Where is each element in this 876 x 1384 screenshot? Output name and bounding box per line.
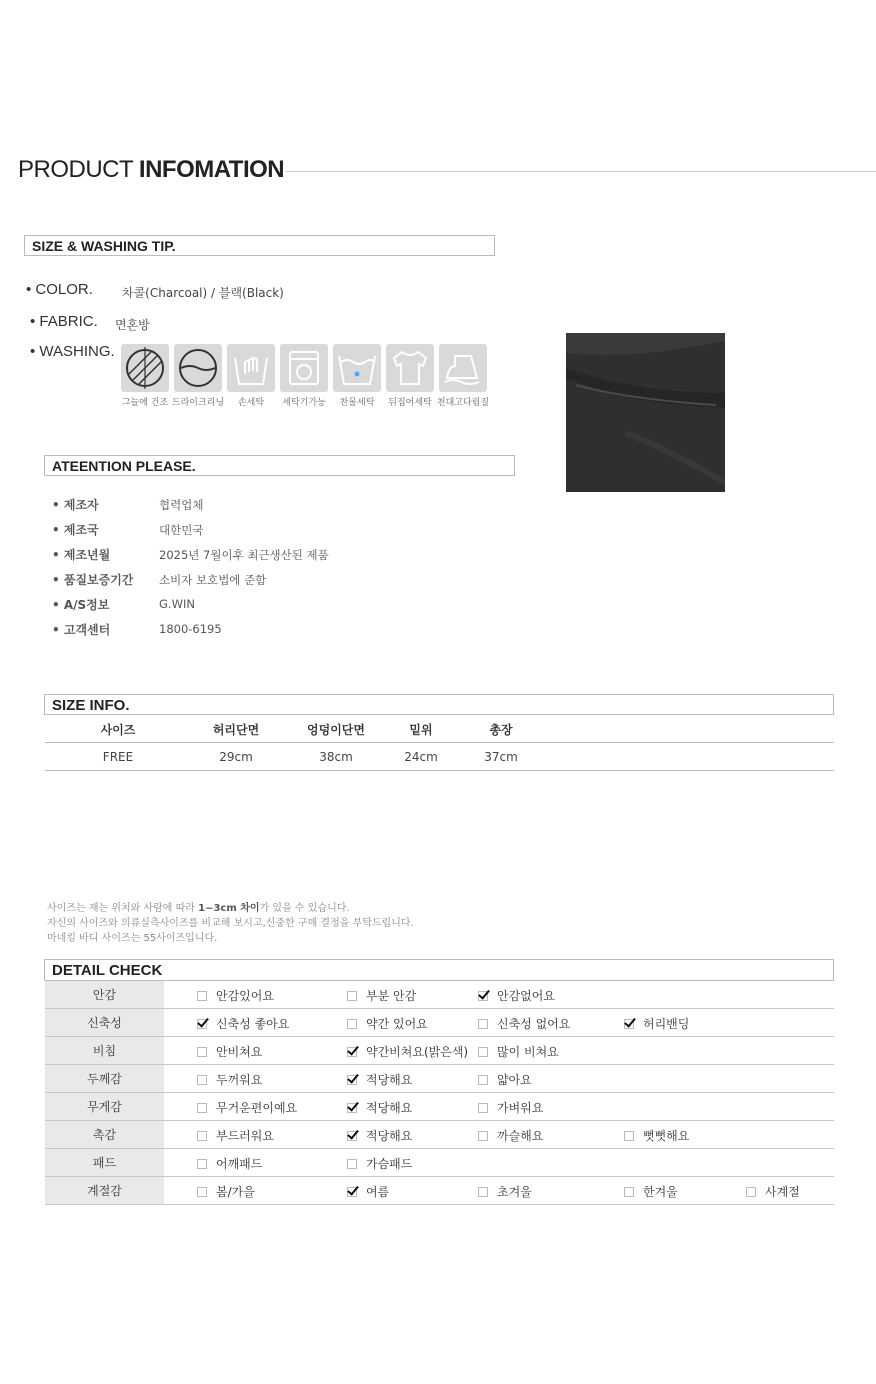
unchecked-checkbox [478,1019,488,1029]
detail-options [164,1177,834,1205]
detail-row [45,1037,834,1065]
note-text: 사이즈는 재는 위치와 사람에 따라 [47,903,199,914]
detail-row-label: 비침 [45,1037,164,1065]
fabric-label: • FABRIC. [30,313,98,330]
unchecked-checkbox [347,991,357,1001]
detail-row [45,1177,834,1205]
cold-wash-icon [333,344,381,392]
detail-option [347,1043,468,1060]
attention-heading: ATEENTION PLEASE. [44,455,515,476]
detail-option-label: 얇아요 [497,1073,532,1087]
washing-label: • WASHING. [30,343,115,360]
detail-option [347,1183,389,1200]
detail-option [624,1183,678,1200]
color-value: 차콜(Charcoal) / 블랙(Black) [122,286,284,300]
detail-option-label: 까슬해요 [497,1129,544,1143]
title-light: PRODUCT [18,156,133,183]
detail-option [197,1015,289,1032]
detail-option [478,1071,532,1088]
machine-wash-icon [280,344,328,392]
detail-option [347,1127,412,1144]
detail-options [164,1037,834,1065]
washing-label-7: 천대고다림질 [436,398,490,408]
detail-row-label: 패드 [45,1149,164,1177]
detail-option-label: 부분 안감 [366,989,417,1003]
detail-row [45,1093,834,1121]
size-col-header: 엉덩이단면 [281,716,391,743]
checked-checkbox [347,1131,357,1141]
size-col-header: 밑위 [391,716,451,743]
size-note-3: 마네킹 바디 사이즈는 55사이즈입니다. [47,933,218,944]
checked-checkbox [478,991,488,1001]
unchecked-checkbox [478,1103,488,1113]
unchecked-checkbox [624,1131,634,1141]
detail-option-label: 약간비쳐요(밝은색) [366,1045,469,1059]
detail-option [478,1127,543,1144]
size-cell: 29cm [191,743,281,771]
washing-label-4: 세탁기가능 [282,398,326,408]
detail-option [197,1043,262,1060]
detail-options [164,1065,834,1093]
detail-row [45,1149,834,1177]
detail-option-label: 적당해요 [366,1073,413,1087]
detail-row [45,1065,834,1093]
size-col-header: 허리단면 [191,716,281,743]
size-table [45,716,834,771]
size-note-2: 자신의 사이즈와 의류실측사이즈를 비교해 보시고,신중한 구매 결정을 부탁드립니다. [47,918,414,929]
detail-option-label: 안감있어요 [216,989,274,1003]
unchecked-checkbox [197,1103,207,1113]
detail-option [746,1183,800,1200]
detail-row-label: 두께감 [45,1065,164,1093]
inside-out-icon [386,344,434,392]
attention-value: 2025년 7월이후 최근생산된 제품 [159,548,329,562]
detail-option [197,1071,262,1088]
detail-option-label: 부드러워요 [216,1129,274,1143]
checked-checkbox [197,1019,207,1029]
washing-label-2: 드라이크리닝 [171,398,225,408]
checked-checkbox [347,1103,357,1113]
detail-options [164,1009,834,1037]
unchecked-checkbox [478,1187,488,1197]
detail-option-label: 안감없어요 [497,989,555,1003]
detail-options [164,1121,834,1149]
size-col-header: 사이즈 [45,716,191,743]
attention-value: 대한민국 [159,523,204,537]
detail-option-label: 두꺼워요 [216,1073,263,1087]
note-text: 가 있을 수 있습니다. [259,903,350,914]
checked-checkbox [624,1019,634,1029]
size-washing-heading: SIZE & WASHING TIP. [24,235,495,256]
attention-value: G.WIN [159,597,195,611]
detail-option-label: 여름 [366,1185,390,1199]
detail-option-label: 가벼워요 [497,1101,544,1115]
hand-wash-icon [227,344,275,392]
unchecked-checkbox [197,1131,207,1141]
checked-checkbox [347,1075,357,1085]
detail-option [624,1015,689,1032]
detail-option [478,1099,543,1116]
unchecked-checkbox [197,1187,207,1197]
detail-option [347,1015,428,1032]
color-label: • COLOR. [26,281,93,298]
detail-option [347,1071,412,1088]
size-table-header [45,716,834,743]
detail-option [478,1015,570,1032]
detail-option-label: 뻣뻣해요 [643,1129,690,1143]
detail-row [45,981,834,1009]
detail-row-label: 무게감 [45,1093,164,1121]
detail-option [197,987,274,1004]
attention-key: • 품질보증기간 [52,573,134,587]
title-bold: INFOMATION [138,156,285,183]
attention-key: • 제조년월 [52,548,111,562]
shade-dry-icon [121,344,169,392]
attention-value: 협력업체 [159,498,204,512]
unchecked-checkbox [197,1159,207,1169]
detail-check-heading: DETAIL CHECK [44,959,834,981]
detail-option [197,1183,255,1200]
detail-row-label: 촉감 [45,1121,164,1149]
washing-label-3: 손세탁 [237,398,265,408]
unchecked-checkbox [197,1047,207,1057]
detail-row [45,1009,834,1037]
size-cell: 38cm [281,743,391,771]
detail-options [164,981,834,1009]
detail-option-label: 초겨울 [497,1185,532,1199]
detail-option [478,1183,532,1200]
detail-option-label: 적당해요 [366,1129,413,1143]
detail-option [347,1099,412,1116]
detail-option [197,1155,262,1172]
fabric-swatch-image [566,333,725,492]
size-col-header: 총장 [451,716,551,743]
title-divider [286,171,876,172]
detail-option-label: 많이 비쳐요 [497,1045,559,1059]
size-info-heading: SIZE INFO. [44,694,834,715]
washing-label-6: 뒤집어세탁 [388,398,432,408]
detail-option-label: 어깨패드 [216,1157,263,1171]
detail-row-label: 계절감 [45,1177,164,1205]
detail-option-label: 무거운편이예요 [216,1101,298,1115]
unchecked-checkbox [478,1131,488,1141]
unchecked-checkbox [347,1019,357,1029]
size-cell-spacer [551,743,834,771]
detail-option-label: 가슴패드 [366,1157,413,1171]
attention-key: • 제조국 [52,523,99,537]
unchecked-checkbox [478,1075,488,1085]
detail-option [347,1155,412,1172]
iron-cloth-icon [439,344,487,392]
note-emphasis: 1~3cm 차이 [198,903,260,914]
fabric-value: 면혼방 [115,318,150,332]
detail-row [45,1121,834,1149]
detail-option [624,1127,689,1144]
detail-option-label: 신축성 좋아요 [216,1017,290,1031]
attention-value: 소비자 보호법에 준함 [159,573,267,587]
unchecked-checkbox [624,1187,634,1197]
detail-row-label: 신축성 [45,1009,164,1037]
detail-option-label: 약간 있어요 [366,1017,428,1031]
unchecked-checkbox [746,1187,756,1197]
detail-option-label: 적당해요 [366,1101,413,1115]
attention-key: • 고객센터 [52,623,111,637]
page-title [18,156,284,184]
size-cell: 37cm [451,743,551,771]
washing-label-1: 그늘에 건조 [121,398,169,408]
size-cell: 24cm [391,743,451,771]
attention-value: 1800-6195 [159,622,222,636]
unchecked-checkbox [478,1047,488,1057]
attention-key: • A/S정보 [52,598,110,612]
size-cell: FREE [45,743,191,771]
attention-key: • 제조자 [52,498,99,512]
detail-option [197,1127,274,1144]
dry-clean-icon [174,344,222,392]
unchecked-checkbox [347,1159,357,1169]
detail-option-label: 허리밴딩 [643,1017,690,1031]
checked-checkbox [347,1187,357,1197]
detail-option-label: 신축성 없어요 [497,1017,571,1031]
detail-options [164,1093,834,1121]
unchecked-checkbox [197,991,207,1001]
checked-checkbox [347,1047,357,1057]
detail-option-label: 사계절 [765,1185,800,1199]
table-row [45,743,834,771]
detail-options [164,1149,834,1177]
detail-check-table [45,981,834,1205]
detail-option [478,1043,559,1060]
detail-row-label: 안감 [45,981,164,1009]
detail-option-label: 한겨울 [643,1185,678,1199]
washing-label-5: 찬물세탁 [339,398,375,408]
detail-option-label: 안비쳐요 [216,1045,263,1059]
detail-option-label: 봄/가을 [216,1185,255,1199]
size-note-1 [47,899,350,914]
size-col-spacer [551,716,834,743]
detail-option [197,1099,297,1116]
detail-option [478,987,555,1004]
unchecked-checkbox [197,1075,207,1085]
detail-option [347,987,416,1004]
